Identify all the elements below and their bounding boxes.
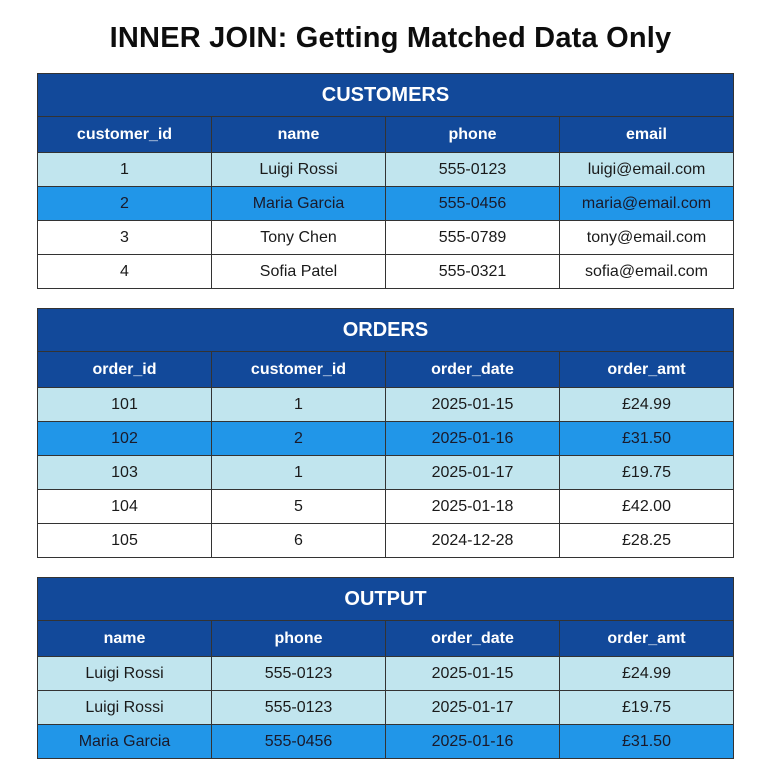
table-row [38, 725, 734, 759]
table-cell: sofia@email.com [560, 255, 734, 289]
column-header: customer_id [212, 352, 386, 388]
table-cell: 2025-01-15 [386, 388, 560, 422]
table-cell: 105 [38, 524, 212, 558]
column-header: email [560, 117, 734, 153]
table-row [38, 490, 734, 524]
table-cell: £31.50 [560, 725, 734, 759]
table-cell: 6 [212, 524, 386, 558]
page-title: INNER JOIN: Getting Matched Data Only [109, 22, 672, 54]
table-cell: 555-0123 [212, 657, 386, 691]
table-cell: 104 [38, 490, 212, 524]
column-header: customer_id [38, 117, 212, 153]
table-cell: 2025-01-15 [386, 657, 560, 691]
table-row [38, 255, 734, 289]
table-cell: Tony Chen [212, 221, 386, 255]
column-header: order_amt [560, 352, 734, 388]
orders-caption: ORDERS [38, 309, 734, 352]
table-row [38, 524, 734, 558]
table-cell: Maria Garcia [38, 725, 212, 759]
table-header-row [38, 352, 734, 388]
table-row [38, 388, 734, 422]
table-cell: £19.75 [560, 456, 734, 490]
table-cell: 5 [212, 490, 386, 524]
table-cell: £42.00 [560, 490, 734, 524]
table-cell: 2 [212, 422, 386, 456]
table-cell: 102 [38, 422, 212, 456]
table-cell: 1 [212, 388, 386, 422]
table-header-row [38, 621, 734, 657]
customers-table [37, 73, 734, 289]
customers-caption: CUSTOMERS [38, 74, 734, 117]
table-cell: 555-0456 [386, 187, 560, 221]
table-cell: 555-0123 [386, 153, 560, 187]
table-row [38, 657, 734, 691]
column-header: order_date [386, 621, 560, 657]
table-row [38, 691, 734, 725]
table-cell: 4 [38, 255, 212, 289]
table-cell: 2 [38, 187, 212, 221]
column-header: name [38, 621, 212, 657]
table-cell: 555-0456 [212, 725, 386, 759]
table-cell: Luigi Rossi [38, 657, 212, 691]
table-cell: £19.75 [560, 691, 734, 725]
table-cell: 2025-01-17 [386, 691, 560, 725]
table-cell: 101 [38, 388, 212, 422]
table-caption-row [38, 74, 734, 117]
table-cell: 2025-01-16 [386, 725, 560, 759]
table-cell: 1 [212, 456, 386, 490]
table-row [38, 187, 734, 221]
table-cell: Maria Garcia [212, 187, 386, 221]
table-cell: £24.99 [560, 388, 734, 422]
table-cell: £28.25 [560, 524, 734, 558]
table-cell: 2025-01-16 [386, 422, 560, 456]
table-cell: 2025-01-18 [386, 490, 560, 524]
column-header: phone [386, 117, 560, 153]
table-cell: 555-0123 [212, 691, 386, 725]
table-row [38, 153, 734, 187]
table-cell: £24.99 [560, 657, 734, 691]
table-cell: 2025-01-17 [386, 456, 560, 490]
table-cell: £31.50 [560, 422, 734, 456]
orders-table [37, 308, 734, 558]
table-cell: 555-0789 [386, 221, 560, 255]
table-header-row [38, 117, 734, 153]
table-cell: 555-0321 [386, 255, 560, 289]
table-cell: tony@email.com [560, 221, 734, 255]
table-cell: Sofia Patel [212, 255, 386, 289]
column-header: order_id [38, 352, 212, 388]
table-caption-row [38, 578, 734, 621]
column-header: order_date [386, 352, 560, 388]
output-caption: OUTPUT [38, 578, 734, 621]
table-caption-row [38, 309, 734, 352]
table-cell: Luigi Rossi [212, 153, 386, 187]
table-cell: 1 [38, 153, 212, 187]
table-row [38, 456, 734, 490]
table-row [38, 422, 734, 456]
table-cell: 103 [38, 456, 212, 490]
column-header: name [212, 117, 386, 153]
table-cell: Luigi Rossi [38, 691, 212, 725]
table-cell: maria@email.com [560, 187, 734, 221]
table-cell: 2024-12-28 [386, 524, 560, 558]
table-cell: 3 [38, 221, 212, 255]
table-row [38, 221, 734, 255]
table-cell: luigi@email.com [560, 153, 734, 187]
output-table [37, 577, 734, 759]
column-header: order_amt [560, 621, 734, 657]
column-header: phone [212, 621, 386, 657]
